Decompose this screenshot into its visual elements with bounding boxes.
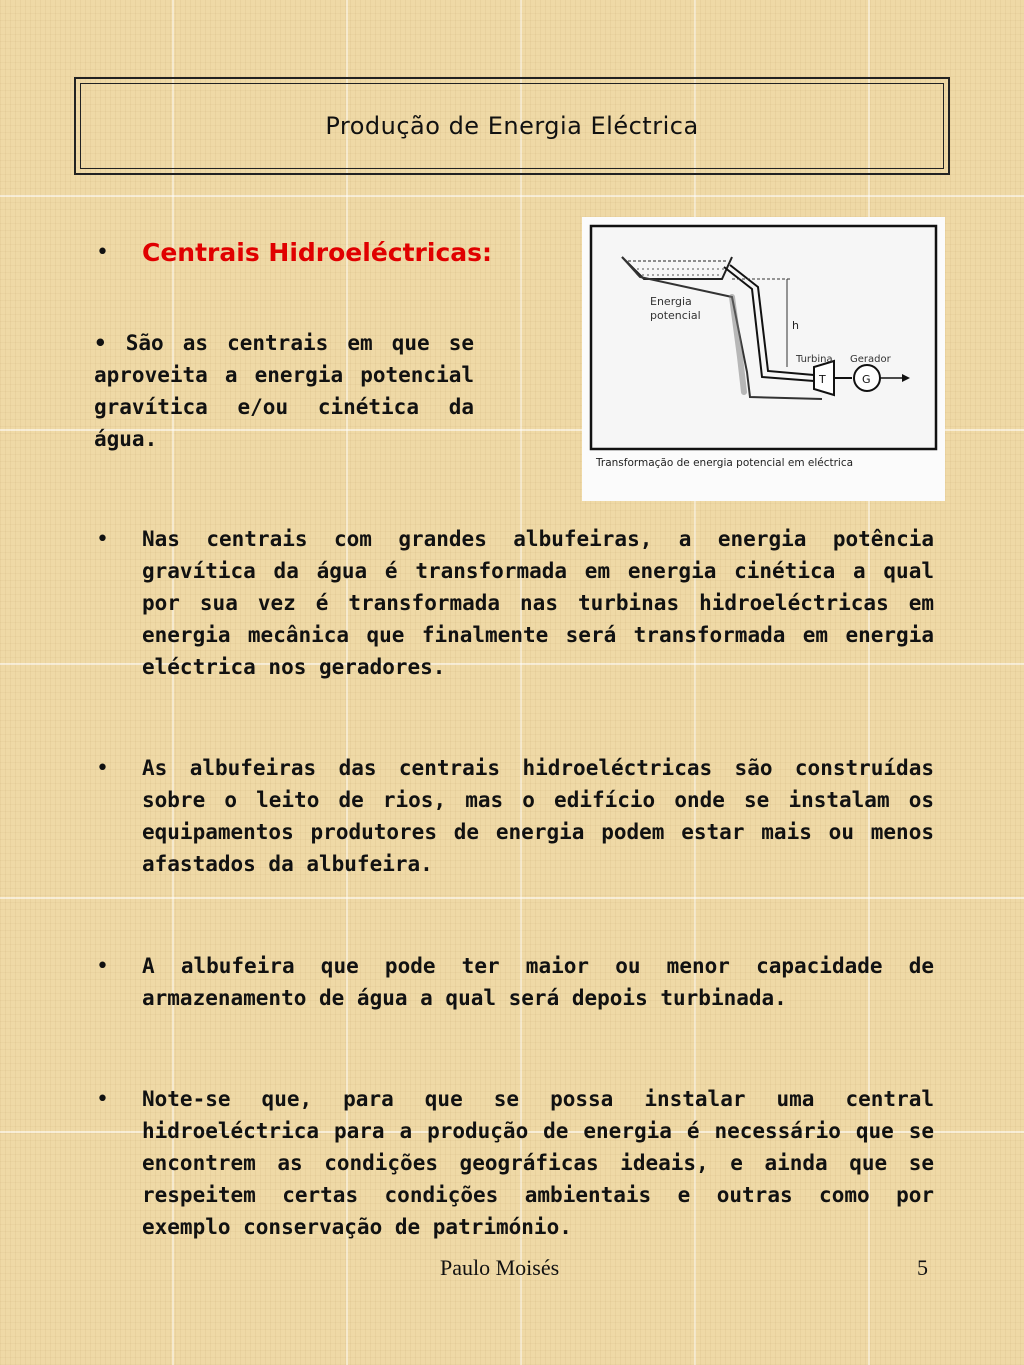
generator-letter: G xyxy=(862,373,871,386)
generator-label: Gerador xyxy=(850,354,891,365)
intro-paragraph xyxy=(94,327,474,455)
page-title: Produção de Energia Eléctrica xyxy=(325,112,699,140)
figure-caption: Transformação de energia potencial em eléctrica xyxy=(596,457,854,469)
energy-label: Energia xyxy=(650,295,692,308)
height-label: h xyxy=(792,319,799,332)
hydro-diagram-figure xyxy=(582,217,945,501)
title-box xyxy=(74,77,950,175)
footer-author: Paulo Moisés xyxy=(440,1255,560,1280)
bullet-2-text: As albufeiras das centrais hidroeléctricas são construídas sobre o leito de rios, mas o edifício onde se instalam os equipamentos produtores de energia podem estar mais ou menos afastados da albufeira. xyxy=(142,756,934,876)
bullet-1-marker: • xyxy=(96,527,109,552)
turbine-label: Turbina xyxy=(796,354,833,365)
bullet-4-marker: • xyxy=(96,1087,109,1112)
bullet-3-text: A albufeira que pode ter maior ou menor capacidade de armazenamento de água a qual será depois turbinada. xyxy=(142,954,934,1010)
title-box-inner xyxy=(80,83,944,169)
intro-bullet: • xyxy=(94,331,126,355)
bullet-1-text: Nas centrais com grandes albufeiras, a energia potência gravítica da água é transformada em energia cinética a qual por sua vez é transformada nas turbinas hidroeléctricas em energia mecânica que finalmente será transformada em energia eléctrica nos geradores. xyxy=(142,527,934,679)
page-number: 5 xyxy=(917,1255,928,1280)
intro-text: São as centrais em que se aproveita a energia potencial gravítica e/ou cinética da água. xyxy=(94,331,474,451)
potential-label: potencial xyxy=(650,309,701,322)
hydro-diagram xyxy=(582,217,945,501)
bullet-2-marker: • xyxy=(96,756,109,781)
section-heading: Centrais Hidroeléctricas: xyxy=(142,238,493,267)
heading-bullet: • xyxy=(96,240,109,265)
bullet-4-text: Note-se que, para que se possa instalar uma central hidroeléctrica para a produção de energia é necessário que se encontrem as condições geográficas ideais, e ainda que se respeitem certas condições ambientais e outras como por exemplo conservação de património. xyxy=(142,1087,934,1239)
turbine-letter: T xyxy=(819,373,826,386)
bullet-3-marker: • xyxy=(96,954,109,979)
